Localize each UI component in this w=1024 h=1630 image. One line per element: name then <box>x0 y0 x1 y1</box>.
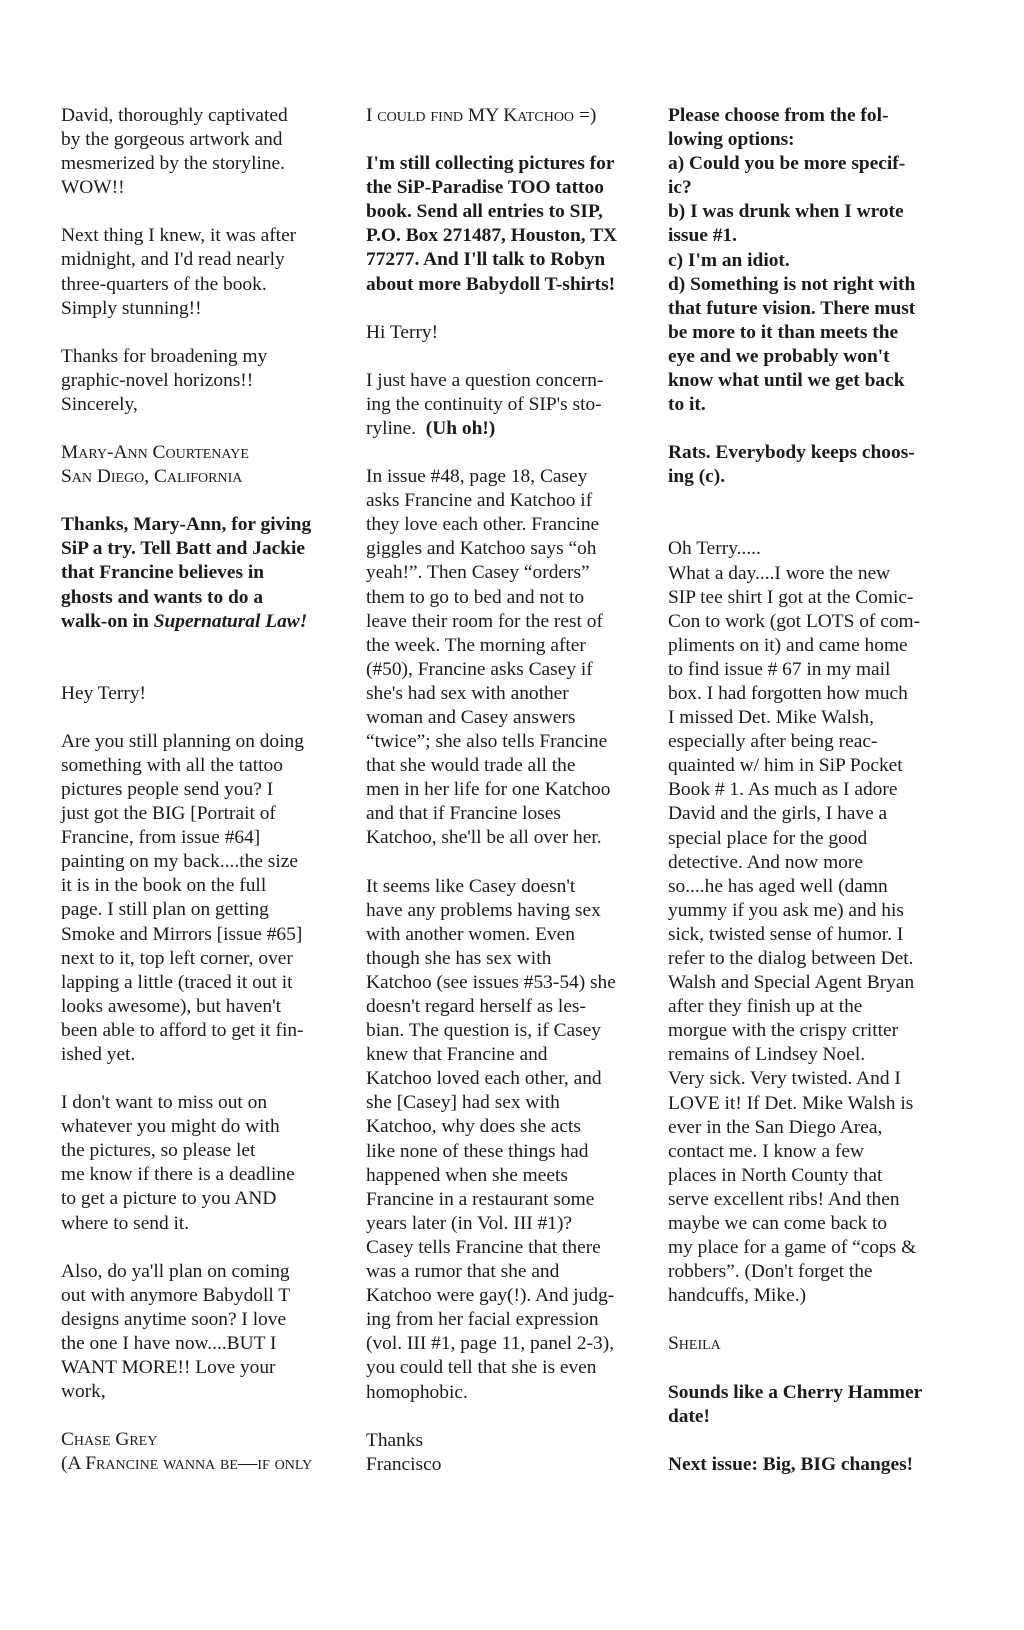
column-1 <box>61 104 343 1476</box>
letter-paragraph: Also, do ya'll plan on coming out with anymore Babydoll T designs anytime soon? I love the one I have now....BUT I WANT MORE!! Love your work, <box>61 1260 291 1403</box>
editor-reply <box>61 513 343 633</box>
letter-signature-continued: I could find MY Katchoo =) <box>366 105 597 126</box>
letter-paragraph: It seems like Casey doesn't have any problems having sex with another women. Even though she has sex with Katchoo (see issues #53-54) she doesn't regard herself as les- bian. The question is, if Casey knew that Francine and Katchoo loved each other, and she [Casey] had sex with Katchoo, why does she acts like none of these things had happened when she meets Francine in a restaurant some years later (in Vol. III #1)? Casey tells Francine that there was a rumor that she and Katchoo were gay(!). And judg- ing from her facial expression (vol. III #1, page 11, panel 2-3), you could tell that she is even homophobic. <box>366 875 616 1403</box>
letter-paragraph: I don't want to miss out on whatever you might do with the pictures, so please let me know if there is a deadline to get a picture to you AND where to send it. <box>61 1092 295 1234</box>
letter-paragraph: In issue #48, page 18, Casey asks Francine and Katchoo if they love each other. Francine giggles and Katchoo says “oh yeah!”. Then Casey “orders” them to go to bed and not to leave their room for the rest of the week. The morning after (#50), Francine asks Casey if she's had sex with another woman and Casey answers “twice”; she also tells Francine that she would trade all the men in her life for one Katchoo and that if Francine loses Katchoo, she'll be all over her. <box>366 466 611 849</box>
editor-reply: I'm still collecting pictures for the SiP-Paradise TOO tattoo book. Send all entries to SIP, P.O. Box 271487, Houston, TX 77277. And I'll talk to Robyn about more Babydoll T-shirts! <box>366 153 618 295</box>
letter-signature: Thanks Francisco <box>366 1429 442 1475</box>
letter-paragraph <box>366 369 648 441</box>
editor-reply: Rats. Everybody keeps choos- ing (c). <box>668 442 915 488</box>
letter-text: I just have a question concern- ing the continuity of SIP's sto- ryline. <box>366 369 604 439</box>
editor-reply-text: Thanks, Mary-Ann, for giving SiP a try. Tell Batt and Jackie that Francine believes in ghosts and wants to do a walk-on in <box>61 514 312 632</box>
letter-greeting: Hey Terry! <box>61 682 146 704</box>
letter-paragraph: David, thoroughly captivated by the gorgeous artwork and mesmerized by the storyline. WOW!! <box>61 105 288 199</box>
letter-paragraph: Oh Terry..... What a day....I wore the new SIP tee shirt I got at the Comic- Con to work (got LOTS of com- pliments on it) and came home to find issue # 67 in my mail box. I had forgotten how much I missed Det. Mike Walsh, especially after being reac- quainted w/ him in SiP Pocket Book # 1. As much as I adore David and the girls, I have a special place for the good detective. And now more so....he has aged well (damn yummy if you ask me) and his sick, twisted sense of humor. I refer to the dialog between Det. Walsh and Special Agent Bryan after they finish up at the morgue with the crispy critter remains of Lindsey Noel. Very sick. Very twisted. And I LOVE it! If Det. Mike Walsh is ever in the San Diego Area, contact me. I know a few places in North County that serve excellent ribs! And then maybe we can come back to my place for a game of “cops & robbers”. (Don't forget the handcuffs, Mike.) <box>668 538 921 1307</box>
letter-signature: Chase Grey (A Francine wanna be—if only <box>61 1429 313 1475</box>
letter-paragraph: Are you still planning on doing something with all the tattoo pictures people send you? I just got the BIG [Portrait of Francine, from issue #64] painting on my back....the size it is in the book on the full page. I still plan on getting Smoke and Mirrors [issue #65] next to it, top left corner, over lapping a little (traced it out it looks awesome), but haven't been able to afford to get it fin- ished yet. <box>61 730 304 1065</box>
next-issue-teaser: Next issue: Big, BIG changes! <box>668 1453 914 1475</box>
letter-paragraph: Next thing I knew, it was after midnight, and I'd read nearly three-quarters of the book. Simply stunning!! <box>61 225 297 319</box>
letter-paragraph: Thanks for broadening my graphic-novel horizons!! Sincerely, <box>61 345 268 415</box>
editor-reply: Please choose from the fol- lowing options: a) Could you be more specif- ic? b) I was drunk when I wrote issue #1. c) I'm an idiot. d) Something is not right with that future vision. There must be more to it than meets the eye and we probably won't know what until we get back to it. <box>668 105 916 416</box>
letter-signature: Mary-Ann Courtenaye San Diego, California <box>61 442 249 488</box>
column-3 <box>668 104 953 1477</box>
editor-aside: (Uh oh!) <box>425 417 496 439</box>
book-title: Supernatural Law! <box>153 610 308 632</box>
editor-reply: Sounds like a Cherry Hammer date! <box>668 1381 923 1427</box>
letter-signature: Sheila <box>668 1333 721 1355</box>
column-2 <box>366 104 648 1477</box>
letter-greeting: Hi Terry! <box>366 321 439 343</box>
